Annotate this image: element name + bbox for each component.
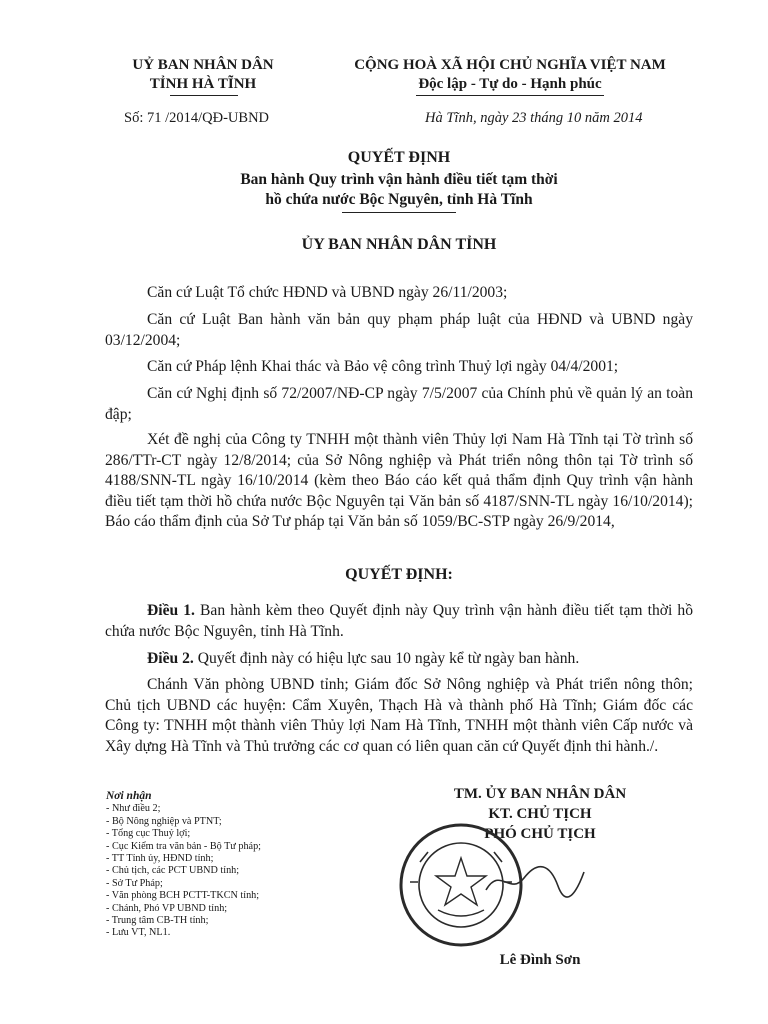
nation-title: CỘNG HOÀ XÃ HỘI CHỦ NGHĨA VIỆT NAM	[354, 57, 666, 73]
signature-line1: TM. ỦY BAN NHÂN DÂN	[453, 786, 627, 802]
document-subject-line2: hồ chứa nước Bộc Nguyên, tỉnh Hà Tĩnh	[265, 191, 533, 208]
closing-paragraph: Chánh Văn phòng UBND tỉnh; Giám đốc Sở Nông nghiệp và Phát triển nông thôn; Chủ tịch UBND các huyện: Cẩm Xuyên, Thạch Hà và thành phố Hà Tĩnh; Giám đốc các Công ty: TNHH một thành viên Thủy lợi Nam Hà Tĩnh, TNHH một thành viên Cấp nước và Xây dựng Hà Tĩnh và Thủ trưởng các cơ quan có liên quan căn cứ Quyết định thi hành./.	[105, 676, 693, 755]
recipient-item: - Trung tâm CB-TH tỉnh;	[106, 915, 209, 927]
issuer-underline	[170, 95, 238, 96]
preamble-2: Căn cứ Luật Ban hành văn bản quy phạm pháp luật của HĐND và UBND ngày 03/12/2004;	[105, 311, 693, 349]
recipient-item: - Sở Tư Pháp;	[106, 877, 163, 889]
issue-date: Hà Tĩnh, ngày 23 tháng 10 năm 2014	[425, 110, 643, 126]
preamble-3: Căn cứ Pháp lệnh Khai thác và Bảo vệ công trình Thuỷ lợi ngày 04/4/2001;	[147, 358, 619, 375]
recipient-item: - Chánh, Phó VP UBND tỉnh;	[106, 902, 228, 914]
recipient-item: - Bộ Nông nghiệp và PTNT;	[106, 815, 222, 827]
recipient-item: - Lưu VT, NL1.	[106, 927, 171, 939]
signer-name: Lê Đình Sơn	[499, 952, 581, 968]
recipients-block	[106, 790, 346, 940]
title-underline	[342, 212, 456, 213]
recipient-item: - Cục Kiểm tra văn bản - Bộ Tư pháp;	[106, 840, 261, 852]
preamble-5: Xét đề nghị của Công ty TNHH một thành viên Thủy lợi Nam Hà Tĩnh tại Tờ trình số 286/TTr-CT ngày 12/8/2014; của Sở Nông nghiệp và Phát triển nông thôn tại Tờ trình số 4188/SNN-TL ngày 16/10/2014 (kèm theo Báo cáo kết quả thẩm định Quy trình vận hành điều tiết tạm thời hồ chứa nước Bộc Nguyên tại Văn bản số 4187/SNN-TL ngày 16/10/2014); Báo cáo thẩm định của Sở Tư pháp tại Văn bản số 1059/BC-STP ngày 26/9/2014,	[105, 431, 693, 531]
recipient-item: - Như điều 2;	[106, 803, 161, 815]
recipient-item: - Văn phòng BCH PCTT-TKCN tỉnh;	[106, 890, 260, 902]
authority-heading: ỦY BAN NHÂN DÂN TỈNH	[301, 236, 497, 253]
document-number: Số: 71 /2014/QĐ-UBND	[124, 110, 270, 126]
preamble-1: Căn cứ Luật Tổ chức HĐND và UBND ngày 26/11/2003;	[147, 284, 508, 301]
preamble-4: Căn cứ Nghị định số 72/2007/NĐ-CP ngày 7/5/2007 của Chính phủ về quản lý an toàn đập;	[105, 385, 693, 423]
signature-scribble-icon	[480, 860, 590, 900]
motto-underline	[416, 95, 604, 96]
recipients-title: Nơi nhận	[106, 790, 152, 802]
article-2: Điều 2. Quyết định này có hiệu lực sau 10 ngày kể từ ngày ban hành.	[147, 650, 580, 667]
issuer-province: TỈNH HÀ TĨNH	[149, 76, 257, 92]
decision-heading: QUYẾT ĐỊNH:	[345, 566, 453, 583]
document-type: QUYẾT ĐỊNH	[347, 149, 451, 166]
document-subject-line1: Ban hành Quy trình vận hành điều tiết tạm thời	[240, 171, 558, 188]
signature-line2: KT. CHỦ TỊCH	[488, 806, 592, 822]
issuer-name: UỶ BAN NHÂN DÂN	[132, 57, 274, 73]
recipient-item: - TT Tỉnh ủy, HĐND tỉnh;	[106, 853, 214, 865]
nation-motto: Độc lập - Tự do - Hạnh phúc	[418, 76, 602, 92]
signature-line3: PHÓ CHỦ TỊCH	[484, 826, 596, 842]
recipient-item: - Chủ tịch, các PCT UBND tỉnh;	[106, 865, 240, 877]
recipient-item: - Tổng cục Thuỷ lợi;	[106, 828, 191, 840]
article-1: Điều 1. Ban hành kèm theo Quyết định này Quy trình vận hành điều tiết tạm thời hồ chứa nước Bộc Nguyên, tỉnh Hà Tĩnh.	[105, 602, 693, 640]
